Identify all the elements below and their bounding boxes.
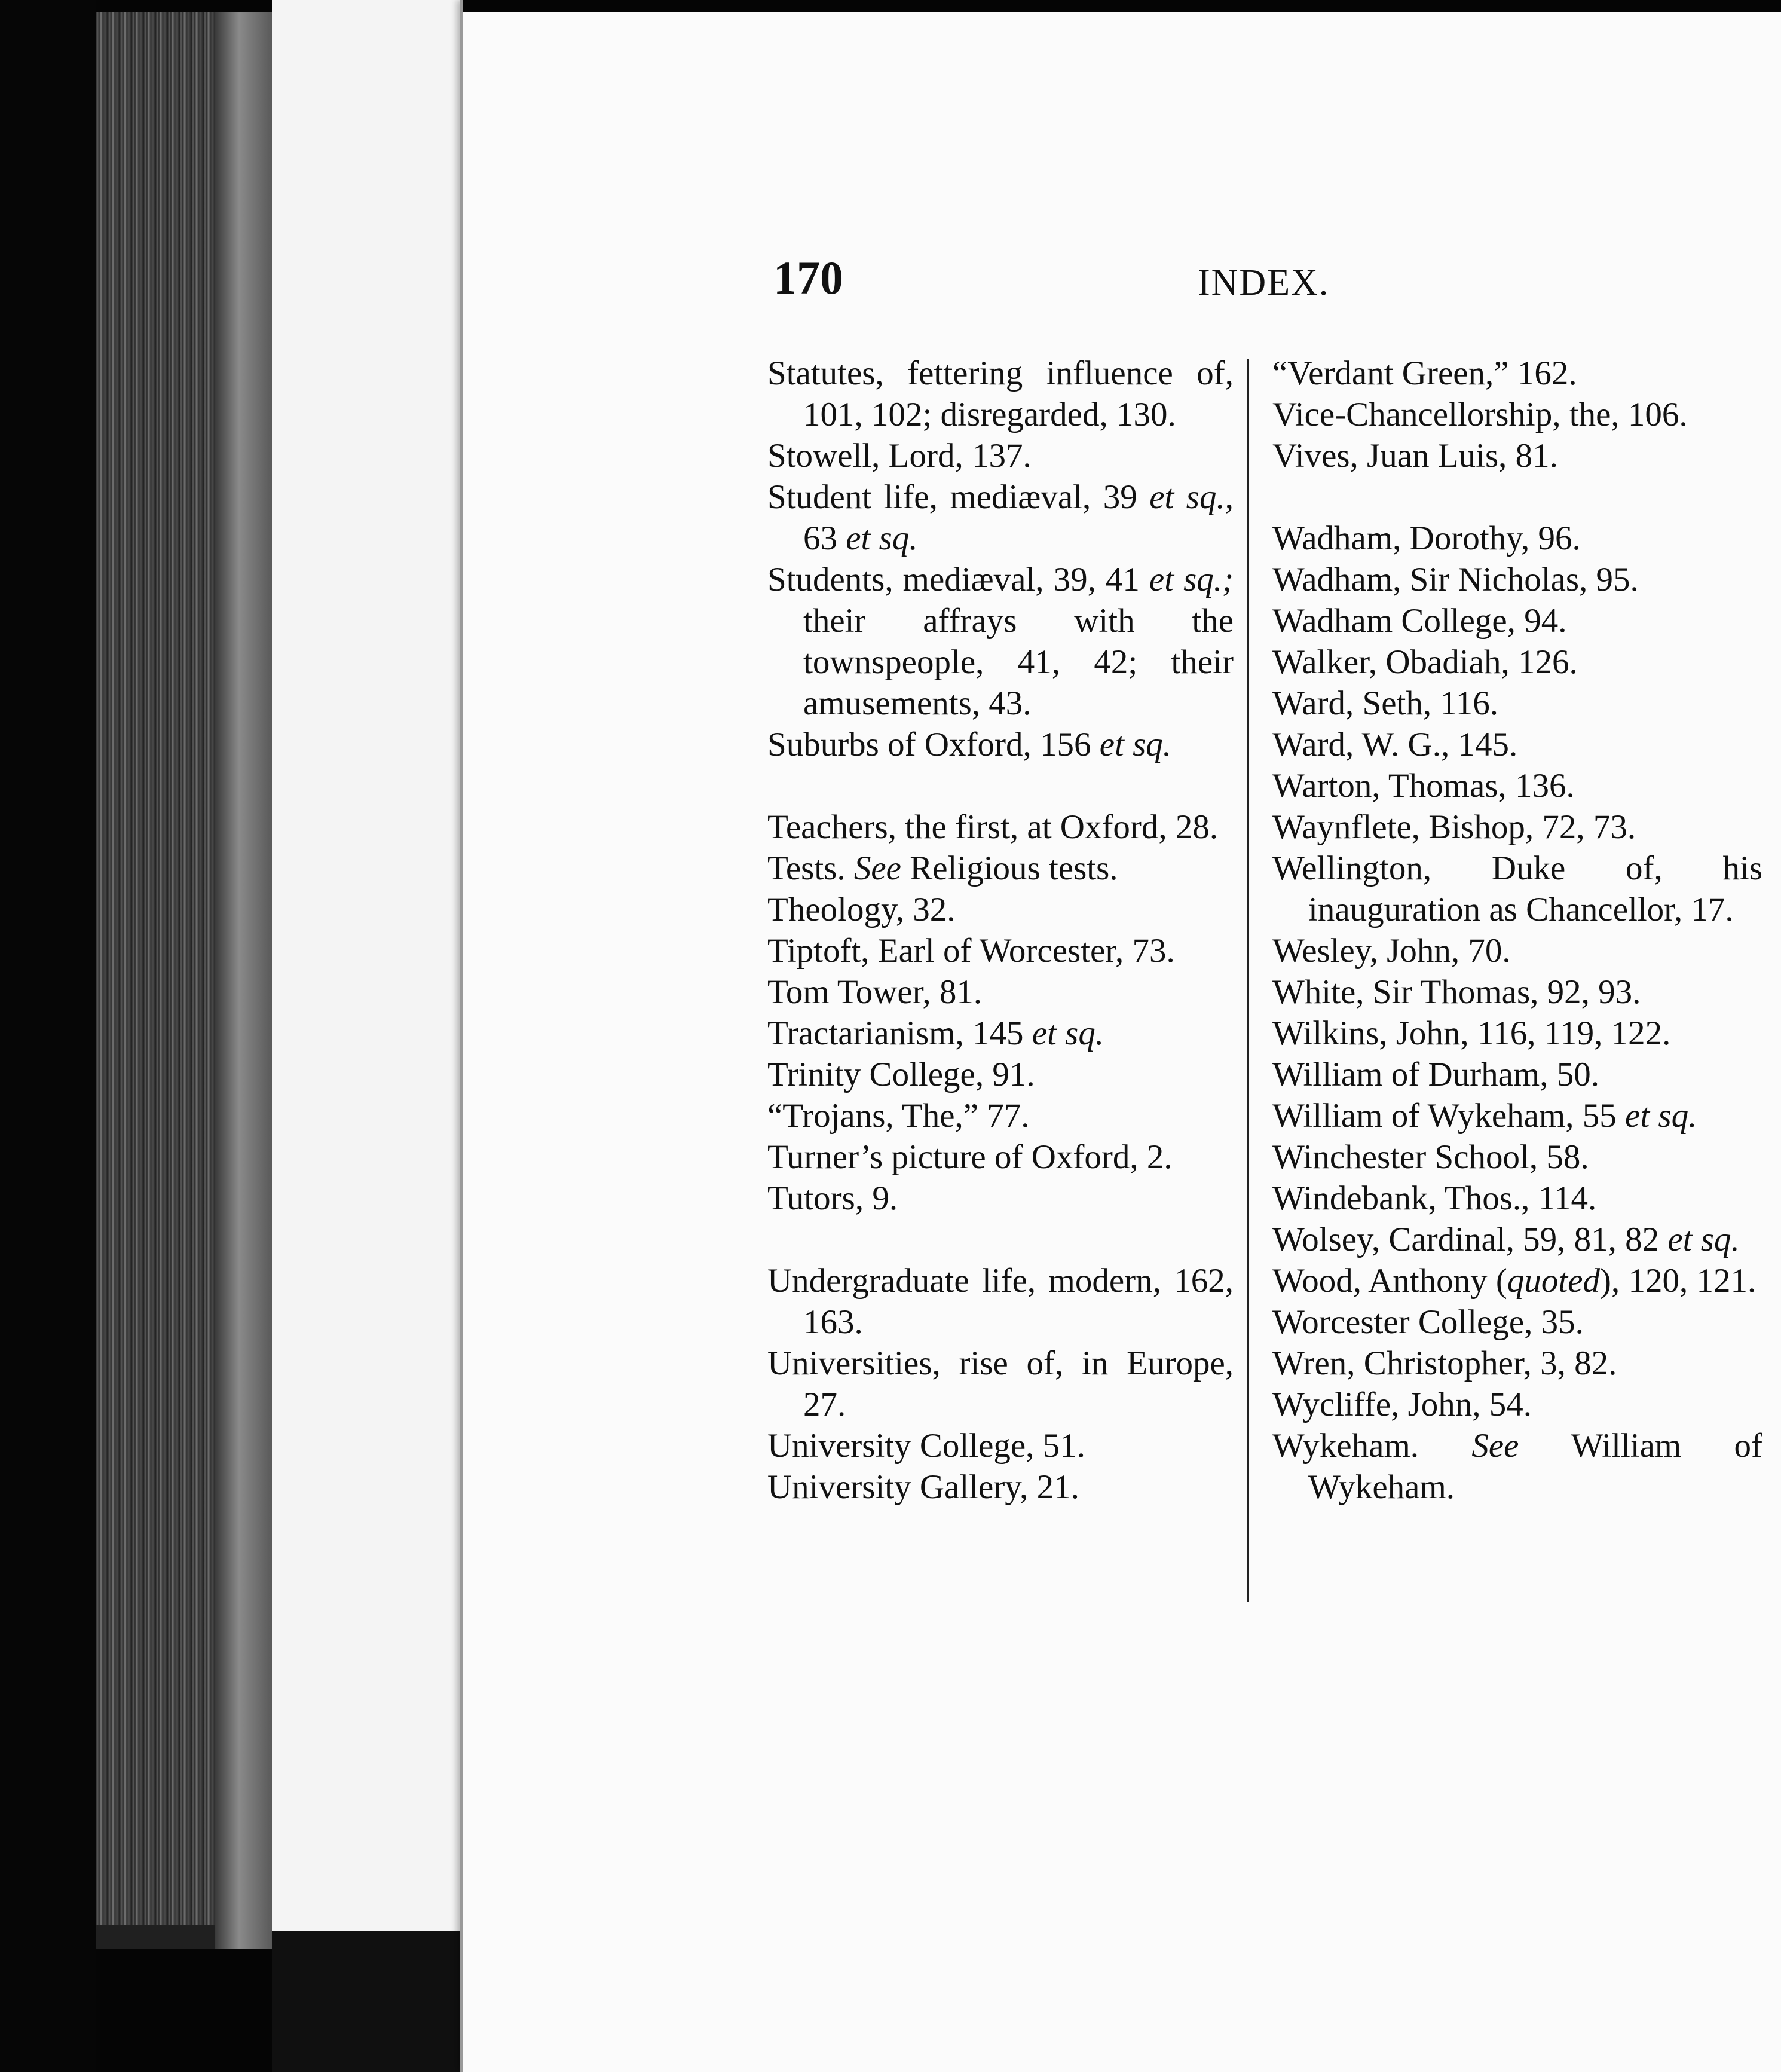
page-number: 170 [773,252,843,304]
index-entry [767,1095,1234,1136]
index-entry [767,476,1234,559]
index-entry [1272,1425,1762,1508]
entry-text: Student life, mediæval, 39 [767,478,1150,516]
entry-text: Wesley, John, 70. [1272,932,1511,970]
entry-text: Undergraduate life, modern, 162, 163. [767,1262,1234,1341]
index-entry [767,724,1234,765]
entry-text: , 63 [803,478,1234,557]
entry-text: Windebank, Thos., 114. [1272,1179,1597,1217]
running-head: INDEX. [1198,262,1330,303]
index-entry [767,559,1234,724]
entry-text: Waynflete, Bishop, 72, 73. [1272,808,1636,846]
entry-text: William of Wykeham. [1308,1427,1763,1506]
index-entry [1272,1136,1762,1178]
index-entry [1272,559,1762,600]
entry-text: Warton, Thomas, 136. [1272,767,1575,805]
index-entry [1272,1301,1762,1343]
entry-text: their affrays with the townspeople, 41, 42; their amusements, 43. [803,602,1234,722]
entry-text: et sq. [1099,726,1172,763]
bottom-shadow [272,1931,463,2072]
index-entry [767,1425,1234,1466]
entry-gap [767,765,1234,806]
index-entry [1272,353,1762,394]
index-entry [767,1343,1234,1425]
index-page [460,0,1781,2072]
entry-text: White, Sir Thomas, 92, 93. [1272,973,1641,1011]
entry-text: University College, 51. [767,1427,1085,1465]
index-entry [1272,683,1762,724]
index-entry [767,930,1234,971]
entry-text: et sq. [1625,1097,1697,1135]
entry-text: Wolsey, Cardinal, 59, 81, 82 [1272,1221,1668,1258]
entry-text: Theology, 32. [767,891,956,928]
entry-text: Statutes, fettering influence of, 101, 102; disregarded, 130. [767,354,1234,433]
entry-text: et sq. [1667,1221,1740,1258]
entry-text: et sq. [1032,1014,1104,1052]
entry-gap [1272,476,1762,518]
entry-text: Tests. [767,849,854,887]
index-entry [1272,1095,1762,1136]
entry-text: University Gallery, 21. [767,1468,1079,1506]
index-entry [1272,1054,1762,1095]
entry-text: Universities, rise of, in Europe, 27. [767,1344,1234,1423]
entry-text: Religious tests. [901,849,1118,887]
index-entry [1272,394,1762,435]
entry-text: et sq. [1149,478,1225,516]
entry-text: Tiptoft, Earl of Worcester, 73. [767,932,1175,970]
index-entry [767,848,1234,889]
entry-text: Suburbs of Oxford, 156 [767,726,1100,763]
index-entry [1272,1178,1762,1219]
entry-text: et sq.; [1149,561,1234,598]
entry-text: Winchester School, 58. [1272,1138,1589,1176]
index-entry [1272,600,1762,641]
index-entry [1272,765,1762,806]
entry-text: Worcester College, 35. [1272,1303,1584,1341]
entry-text: Walker, Obadiah, 126. [1272,643,1578,681]
entry-text: Wadham, Dorothy, 96. [1272,519,1581,557]
entry-text: et sq. [846,519,918,557]
page-edge-highlight [215,12,275,1949]
index-entry [1272,518,1762,559]
index-entry [1272,806,1762,848]
index-entry [1272,971,1762,1013]
index-entry [767,1466,1234,1508]
page-top-edge [463,0,1781,12]
index-entry [767,1136,1234,1178]
entry-text: “Trojans, The,” 77. [767,1097,1030,1135]
index-entry [1272,848,1762,930]
entry-text: ), 120, 121. [1599,1262,1756,1300]
index-entry [1272,1343,1762,1384]
index-entry [767,1178,1234,1219]
index-entry [1272,1013,1762,1054]
entry-text: Tom Tower, 81. [767,973,983,1011]
index-entry [767,889,1234,930]
book-binding [0,0,96,2072]
entry-text: Wykeham. [1272,1427,1472,1465]
index-entry [767,435,1234,476]
entry-text: Wycliffe, John, 54. [1272,1386,1532,1423]
entry-text: Tutors, 9. [767,1179,898,1217]
entry-text: Ward, Seth, 116. [1272,684,1498,722]
column-rule [1247,359,1249,1602]
entry-text: Wellington, Duke of, his inauguration as Chancellor, 17. [1272,849,1762,928]
entry-text: William of Wykeham, 55 [1272,1097,1626,1135]
index-column-right [1272,353,1762,1508]
index-entry [767,971,1234,1013]
entry-text: Wadham, Sir Nicholas, 95. [1272,561,1639,598]
index-entry [767,1260,1234,1343]
index-entry [767,353,1234,435]
entry-text: “Verdant Green,” 162. [1272,354,1577,392]
entry-text: Wren, Christopher, 3, 82. [1272,1344,1617,1382]
index-column-left [767,353,1234,1508]
entry-text: Vives, Juan Luis, 81. [1272,437,1558,475]
entry-text: Wood, Anthony ( [1272,1262,1507,1300]
index-entry [1272,641,1762,683]
index-entry [767,806,1234,848]
entry-text: See [853,849,901,887]
index-entry [767,1013,1234,1054]
underlying-page [272,0,471,1931]
entry-text: Students, mediæval, 39, 41 [767,561,1149,598]
entry-text: Ward, W. G., 145. [1272,726,1518,763]
index-entry [1272,435,1762,476]
index-entry [1272,1384,1762,1425]
entry-text: Stowell, Lord, 137. [767,437,1032,475]
entry-text: Wadham College, 94. [1272,602,1567,640]
index-entry [767,1054,1234,1095]
entry-text: See [1471,1427,1519,1465]
entry-text: Vice-Chancellorship, the, 106. [1272,396,1688,433]
entry-gap [767,1219,1234,1260]
index-entry [1272,930,1762,971]
entry-text: Trinity College, 91. [767,1056,1035,1093]
entry-text: Wilkins, John, 116, 119, 122. [1272,1014,1671,1052]
entry-text: Turner’s picture of Oxford, 2. [767,1138,1173,1176]
entry-text: Teachers, the first, at Oxford, 28. [767,808,1219,846]
entry-text: William of Durham, 50. [1272,1056,1600,1093]
index-entry [1272,1260,1762,1301]
entry-text: quoted [1507,1262,1600,1300]
index-entry [1272,724,1762,765]
index-entry [1272,1219,1762,1260]
entry-text: Tractarianism, 145 [767,1014,1032,1052]
